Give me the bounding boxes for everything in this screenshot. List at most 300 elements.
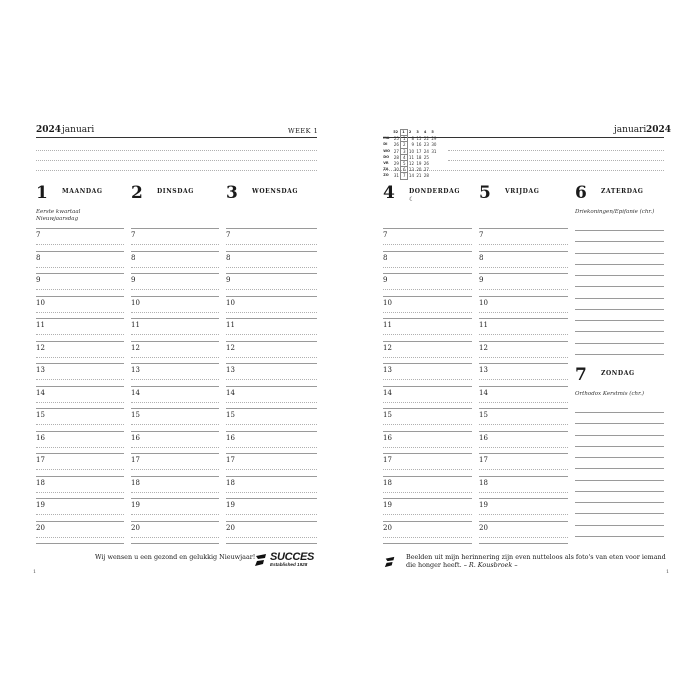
hour-label: 18 xyxy=(479,478,488,487)
hour-label: 15 xyxy=(131,411,140,419)
hour-line xyxy=(226,251,317,252)
hour-line xyxy=(131,386,219,387)
half-hour-line xyxy=(383,492,472,493)
hour-label: 19 xyxy=(383,501,392,509)
hour-line xyxy=(131,453,219,454)
hour-label: 11 xyxy=(131,321,140,329)
mini-calendar-date: 11 xyxy=(408,154,414,160)
hour-line xyxy=(226,431,317,432)
half-hour-line xyxy=(226,357,317,358)
hour-line xyxy=(479,228,568,229)
notes-line xyxy=(36,170,317,171)
mini-calendar-day: DO xyxy=(383,154,390,159)
writing-line xyxy=(575,354,664,355)
half-hour-line xyxy=(36,447,124,448)
half-hour-line xyxy=(131,312,219,313)
hour-label: 19 xyxy=(479,501,488,509)
day-name: DONDERDAG xyxy=(409,188,461,195)
day-number: 3 xyxy=(226,183,238,203)
hour-line xyxy=(226,228,317,229)
hour-line xyxy=(226,273,317,274)
hour-line xyxy=(383,543,472,544)
hour-line xyxy=(479,273,568,274)
half-hour-line xyxy=(479,424,568,425)
mini-calendar-day: VR xyxy=(383,161,389,166)
mini-calendar xyxy=(382,129,438,180)
hour-label: 19 xyxy=(36,501,45,509)
mini-calendar-day: MA xyxy=(383,136,390,141)
hour-label: 17 xyxy=(226,456,235,464)
writing-line xyxy=(575,230,664,231)
week-number-current: 1 xyxy=(401,130,408,136)
half-hour-line xyxy=(131,289,219,290)
succes-logo xyxy=(254,552,320,568)
hour-label: 7 xyxy=(479,231,484,239)
half-hour-line xyxy=(36,492,124,493)
hour-label: 16 xyxy=(131,433,140,442)
half-hour-line xyxy=(226,424,317,425)
hour-label: 13 xyxy=(131,366,140,374)
hour-line xyxy=(131,408,219,409)
mini-calendar-date: 9 xyxy=(411,142,414,148)
half-hour-line xyxy=(36,312,124,313)
mini-calendar-date: 22 xyxy=(423,136,429,142)
hour-label: 12 xyxy=(226,343,235,352)
mini-calendar-day: DI xyxy=(383,142,388,147)
mini-calendar-date: 25 xyxy=(393,136,399,142)
hour-line xyxy=(36,543,124,544)
writing-line xyxy=(575,343,664,344)
hour-label: 20 xyxy=(226,523,235,532)
half-hour-line xyxy=(383,537,472,538)
notes-line xyxy=(36,150,317,151)
mini-calendar-date: 25 xyxy=(423,154,429,160)
writing-line xyxy=(575,480,664,481)
half-hour-line xyxy=(131,334,219,335)
day-name: WOENSDAG xyxy=(252,188,299,195)
hour-label: 18 xyxy=(226,478,235,487)
hour-label: 14 xyxy=(383,388,392,397)
hour-label: 16 xyxy=(226,433,235,442)
hour-line xyxy=(131,296,219,297)
day-name: DINSDAG xyxy=(157,188,195,195)
writing-line xyxy=(575,502,664,503)
mini-calendar-day: ZA xyxy=(383,167,389,172)
quote xyxy=(406,553,668,569)
hour-label: 9 xyxy=(226,276,231,284)
hour-label: 20 xyxy=(36,523,45,532)
hour-line xyxy=(36,408,124,409)
half-hour-line xyxy=(383,312,472,313)
mini-calendar-date: 8 xyxy=(411,136,414,142)
hour-label: 12 xyxy=(36,343,45,352)
hour-line xyxy=(383,498,472,499)
day-number: 1 xyxy=(36,183,48,203)
writing-line xyxy=(575,536,664,537)
mini-calendar-date: 17 xyxy=(416,148,422,154)
day-note: Eerste kwartaal xyxy=(36,209,81,215)
mini-calendar-date: 10 xyxy=(408,148,414,154)
day-note: Orthodox Kerstmis (chr.) xyxy=(575,391,644,397)
mini-calendar-date: 28 xyxy=(423,173,429,179)
hour-label: 12 xyxy=(383,343,392,352)
half-hour-line xyxy=(131,357,219,358)
week-number: 5 xyxy=(431,130,434,134)
hour-label: 13 xyxy=(36,366,45,374)
hour-label: 12 xyxy=(131,343,140,352)
mini-calendar-date: 19 xyxy=(416,161,422,167)
hour-label: 13 xyxy=(383,366,392,374)
succes-quote-icon xyxy=(384,556,396,568)
writing-line xyxy=(575,320,664,321)
half-hour-line xyxy=(131,447,219,448)
day-name: MAANDAG xyxy=(62,188,103,195)
mini-calendar-date: 4 xyxy=(401,154,408,160)
hour-label: 11 xyxy=(226,321,235,329)
hour-line xyxy=(131,341,219,342)
half-hour-line xyxy=(383,469,472,470)
mini-calendar-date: 18 xyxy=(416,154,422,160)
hour-line xyxy=(131,251,219,252)
hour-label: 14 xyxy=(131,388,140,397)
mini-calendar-date: 30 xyxy=(393,167,399,173)
hour-line xyxy=(383,453,472,454)
hour-line xyxy=(383,228,472,229)
week-number: 4 xyxy=(423,130,427,134)
half-hour-line xyxy=(383,402,472,403)
hour-line xyxy=(226,296,317,297)
hour-line xyxy=(479,431,568,432)
writing-line xyxy=(575,468,664,469)
day-name: VRIJDAG xyxy=(505,188,540,195)
mini-calendar-date: 31 xyxy=(431,148,437,154)
week-label: WEEK 1 xyxy=(288,127,319,135)
half-hour-line xyxy=(479,357,568,358)
half-hour-line xyxy=(383,424,472,425)
writing-line xyxy=(575,264,664,265)
half-hour-line xyxy=(383,357,472,358)
half-hour-line xyxy=(36,537,124,538)
half-hour-line xyxy=(479,469,568,470)
hour-line xyxy=(36,386,124,387)
writing-line xyxy=(575,435,664,436)
hour-line xyxy=(226,386,317,387)
mini-calendar-date: 30 xyxy=(431,142,437,148)
hour-label: 10 xyxy=(226,298,235,307)
hour-line xyxy=(36,318,124,319)
left-year: 2024 xyxy=(36,125,62,135)
hour-label: 17 xyxy=(479,456,488,464)
half-hour-line xyxy=(36,469,124,470)
writing-line xyxy=(575,423,664,424)
hour-label: 20 xyxy=(479,523,488,532)
hour-label: 14 xyxy=(226,388,235,397)
half-hour-line xyxy=(479,514,568,515)
hour-label: 16 xyxy=(36,433,45,442)
hour-label: 19 xyxy=(226,501,235,509)
hour-line xyxy=(479,543,568,544)
half-hour-line xyxy=(36,357,124,358)
hour-line xyxy=(226,476,317,477)
left-month: januari xyxy=(62,125,95,135)
half-hour-line xyxy=(479,537,568,538)
hour-line xyxy=(131,363,219,364)
hour-line xyxy=(383,318,472,319)
day-number: 6 xyxy=(575,183,587,203)
writing-line xyxy=(575,412,664,413)
half-hour-line xyxy=(226,289,317,290)
mini-calendar-date: 20 xyxy=(416,167,422,173)
half-hour-line xyxy=(479,267,568,268)
hour-line xyxy=(479,318,568,319)
mini-calendar-date: 21 xyxy=(416,173,422,179)
mini-calendar-date: 29 xyxy=(393,161,399,167)
half-hour-line xyxy=(383,514,472,515)
hour-label: 13 xyxy=(226,366,235,374)
succes-logo-icon xyxy=(254,553,268,567)
half-hour-line xyxy=(131,267,219,268)
half-hour-line xyxy=(226,402,317,403)
hour-line xyxy=(226,341,317,342)
hour-label: 16 xyxy=(383,433,392,442)
right-month: januari xyxy=(614,125,647,135)
hour-label: 17 xyxy=(131,456,140,464)
hour-label: 17 xyxy=(383,456,392,464)
hour-line xyxy=(383,363,472,364)
mini-calendar-date: 3 xyxy=(401,148,408,154)
hour-line xyxy=(226,363,317,364)
hour-label: 12 xyxy=(479,343,488,352)
writing-line xyxy=(575,286,664,287)
hour-label: 7 xyxy=(226,231,231,239)
half-hour-line xyxy=(36,402,124,403)
day-note: Driekoningen/Epifanie (chr.) xyxy=(575,209,655,215)
hour-line xyxy=(36,273,124,274)
week-number: 3 xyxy=(416,130,419,134)
mini-calendar-date: 13 xyxy=(408,167,414,173)
half-hour-line xyxy=(383,267,472,268)
hour-label: 9 xyxy=(131,276,136,284)
notes-line xyxy=(448,160,664,161)
half-hour-line xyxy=(383,379,472,380)
right-page-number: 1 xyxy=(666,569,670,575)
half-hour-line xyxy=(479,402,568,403)
mini-calendar-date: 29 xyxy=(431,136,437,142)
hour-label: 10 xyxy=(36,298,45,307)
hour-line xyxy=(226,453,317,454)
hour-label: 7 xyxy=(36,231,41,239)
writing-line xyxy=(575,446,664,447)
hour-line xyxy=(131,498,219,499)
hour-label: 14 xyxy=(36,388,45,397)
half-hour-line xyxy=(36,424,124,425)
half-hour-line xyxy=(479,492,568,493)
half-hour-line xyxy=(226,537,317,538)
notes-line xyxy=(448,150,664,151)
header-rule xyxy=(36,137,317,138)
hour-label: 13 xyxy=(479,366,488,374)
day-number: 2 xyxy=(131,183,143,203)
hour-label: 11 xyxy=(479,321,488,329)
hour-label: 17 xyxy=(36,456,45,464)
hour-line xyxy=(36,363,124,364)
hour-label: 15 xyxy=(226,411,235,419)
hour-line xyxy=(479,386,568,387)
hour-label: 9 xyxy=(36,276,41,284)
quote-author: – R. Kousbroek – xyxy=(463,561,518,569)
hour-label: 16 xyxy=(479,433,488,442)
hour-label: 11 xyxy=(383,321,392,329)
mini-calendar-date: 7 xyxy=(401,173,408,179)
writing-line xyxy=(575,331,664,332)
half-hour-line xyxy=(36,514,124,515)
half-hour-line xyxy=(131,402,219,403)
hour-line xyxy=(383,476,472,477)
day-name: ZONDAG xyxy=(601,370,635,377)
half-hour-line xyxy=(226,514,317,515)
quote-text: Beelden uit mijn herinnering zijn even nutteloos als foto's van eten voor iemand die honger heeft. xyxy=(406,553,666,569)
hour-line xyxy=(226,318,317,319)
hour-label: 10 xyxy=(479,298,488,307)
writing-line xyxy=(575,298,664,299)
half-hour-line xyxy=(131,537,219,538)
half-hour-line xyxy=(479,244,568,245)
half-hour-line xyxy=(226,379,317,380)
half-hour-line xyxy=(36,334,124,335)
day-number: 7 xyxy=(575,365,587,385)
left-footer-text: Wij wensen u een gezond en gelukkig Nieuwjaar! xyxy=(95,553,256,561)
writing-line xyxy=(575,491,664,492)
half-hour-line xyxy=(383,334,472,335)
half-hour-line xyxy=(479,334,568,335)
mini-calendar-date: 31 xyxy=(393,173,399,179)
half-hour-line xyxy=(479,379,568,380)
hour-label: 9 xyxy=(479,276,484,284)
half-hour-line xyxy=(226,267,317,268)
mini-calendar-day: WO xyxy=(383,148,391,153)
hour-line xyxy=(226,521,317,522)
half-hour-line xyxy=(226,469,317,470)
notes-line xyxy=(36,160,317,161)
writing-line xyxy=(575,457,664,458)
half-hour-line xyxy=(226,492,317,493)
mini-calendar-date: 15 xyxy=(416,136,422,142)
half-hour-line xyxy=(131,514,219,515)
mini-calendar-date: 28 xyxy=(393,154,399,160)
half-hour-line xyxy=(383,244,472,245)
hour-line xyxy=(36,498,124,499)
hour-line xyxy=(383,408,472,409)
hour-line xyxy=(36,251,124,252)
day-number: 4 xyxy=(383,183,395,203)
half-hour-line xyxy=(36,267,124,268)
logo-tagline: Established 1928 xyxy=(270,562,308,567)
hour-line xyxy=(479,408,568,409)
hour-line xyxy=(131,228,219,229)
half-hour-line xyxy=(131,244,219,245)
half-hour-line xyxy=(383,289,472,290)
mini-calendar-date: 16 xyxy=(416,142,422,148)
hour-line xyxy=(131,543,219,544)
hour-line xyxy=(226,543,317,544)
hour-line xyxy=(131,476,219,477)
writing-line xyxy=(575,241,664,242)
week-number: 2 xyxy=(408,130,412,134)
hour-line xyxy=(36,453,124,454)
mini-calendar-date: 6 xyxy=(401,167,408,173)
hour-label: 7 xyxy=(131,231,136,239)
hour-line xyxy=(479,476,568,477)
hour-label: 18 xyxy=(383,478,392,487)
mini-calendar-date: 24 xyxy=(423,148,429,154)
hour-line xyxy=(479,296,568,297)
left-page-number: 1 xyxy=(33,569,37,575)
mini-calendar-day: ZO xyxy=(383,173,389,178)
hour-label: 7 xyxy=(383,231,388,239)
hour-line xyxy=(479,498,568,499)
mini-calendar-date: 26 xyxy=(423,161,429,167)
hour-label: 11 xyxy=(36,321,45,329)
day-name: ZATERDAG xyxy=(601,188,644,195)
hour-line xyxy=(479,251,568,252)
mini-calendar-date: 26 xyxy=(393,142,399,148)
hour-line xyxy=(36,228,124,229)
hour-line xyxy=(479,453,568,454)
hour-line xyxy=(479,521,568,522)
mini-calendar-date: 2 xyxy=(401,142,408,148)
hour-label: 8 xyxy=(131,253,136,262)
hour-line xyxy=(383,296,472,297)
hour-label: 8 xyxy=(383,253,388,262)
mini-calendar-date: 23 xyxy=(423,142,429,148)
hour-label: 10 xyxy=(131,298,140,307)
hour-label: 15 xyxy=(479,411,488,419)
writing-line xyxy=(575,275,664,276)
mini-calendar-row xyxy=(382,173,438,179)
mini-calendar-date: 27 xyxy=(423,167,429,173)
day-note: Nieuwjaarsdag xyxy=(36,216,79,222)
hour-label: 15 xyxy=(383,411,392,419)
hour-label: 18 xyxy=(36,478,45,487)
hour-label: 8 xyxy=(36,253,41,262)
mini-calendar-date: 12 xyxy=(408,161,414,167)
half-hour-line xyxy=(479,447,568,448)
hour-label: 20 xyxy=(131,523,140,532)
week-number: 52 xyxy=(393,130,399,134)
hour-line xyxy=(131,318,219,319)
half-hour-line xyxy=(36,379,124,380)
hour-label: 10 xyxy=(383,298,392,307)
hour-line xyxy=(383,431,472,432)
hour-line xyxy=(131,273,219,274)
half-hour-line xyxy=(479,312,568,313)
hour-line xyxy=(383,521,472,522)
half-hour-line xyxy=(383,447,472,448)
hour-line xyxy=(383,341,472,342)
writing-line xyxy=(575,525,664,526)
hour-line xyxy=(131,431,219,432)
half-hour-line xyxy=(226,244,317,245)
half-hour-line xyxy=(479,289,568,290)
mini-calendar-date: 1 xyxy=(401,136,408,142)
right-year: 2024 xyxy=(646,125,672,135)
half-hour-line xyxy=(131,469,219,470)
half-hour-line xyxy=(36,289,124,290)
mini-calendar-date: 14 xyxy=(408,173,414,179)
half-hour-line xyxy=(36,244,124,245)
hour-label: 18 xyxy=(131,478,140,487)
mini-calendar-date: 5 xyxy=(401,161,408,167)
